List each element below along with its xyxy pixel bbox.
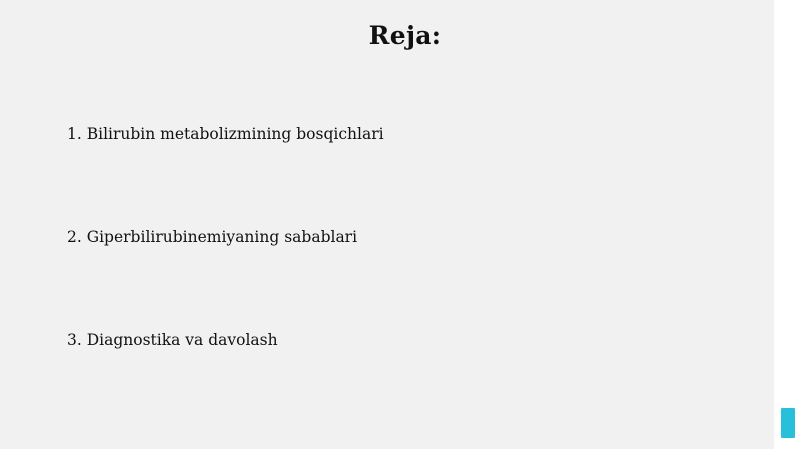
slide-title: Reja: (368, 21, 442, 50)
scrollbar-thumb[interactable] (781, 408, 795, 438)
plan-item-1: 1. Bilirubin metabolizmining bosqichlari (67, 125, 384, 143)
plan-item-3: 3. Diagnostika va davolash (67, 331, 278, 349)
vertical-scrollbar[interactable] (774, 0, 800, 449)
scrollbar-track[interactable] (777, 0, 797, 449)
plan-item-2: 2. Giperbilirubinemiyaning sabablari (67, 228, 358, 246)
